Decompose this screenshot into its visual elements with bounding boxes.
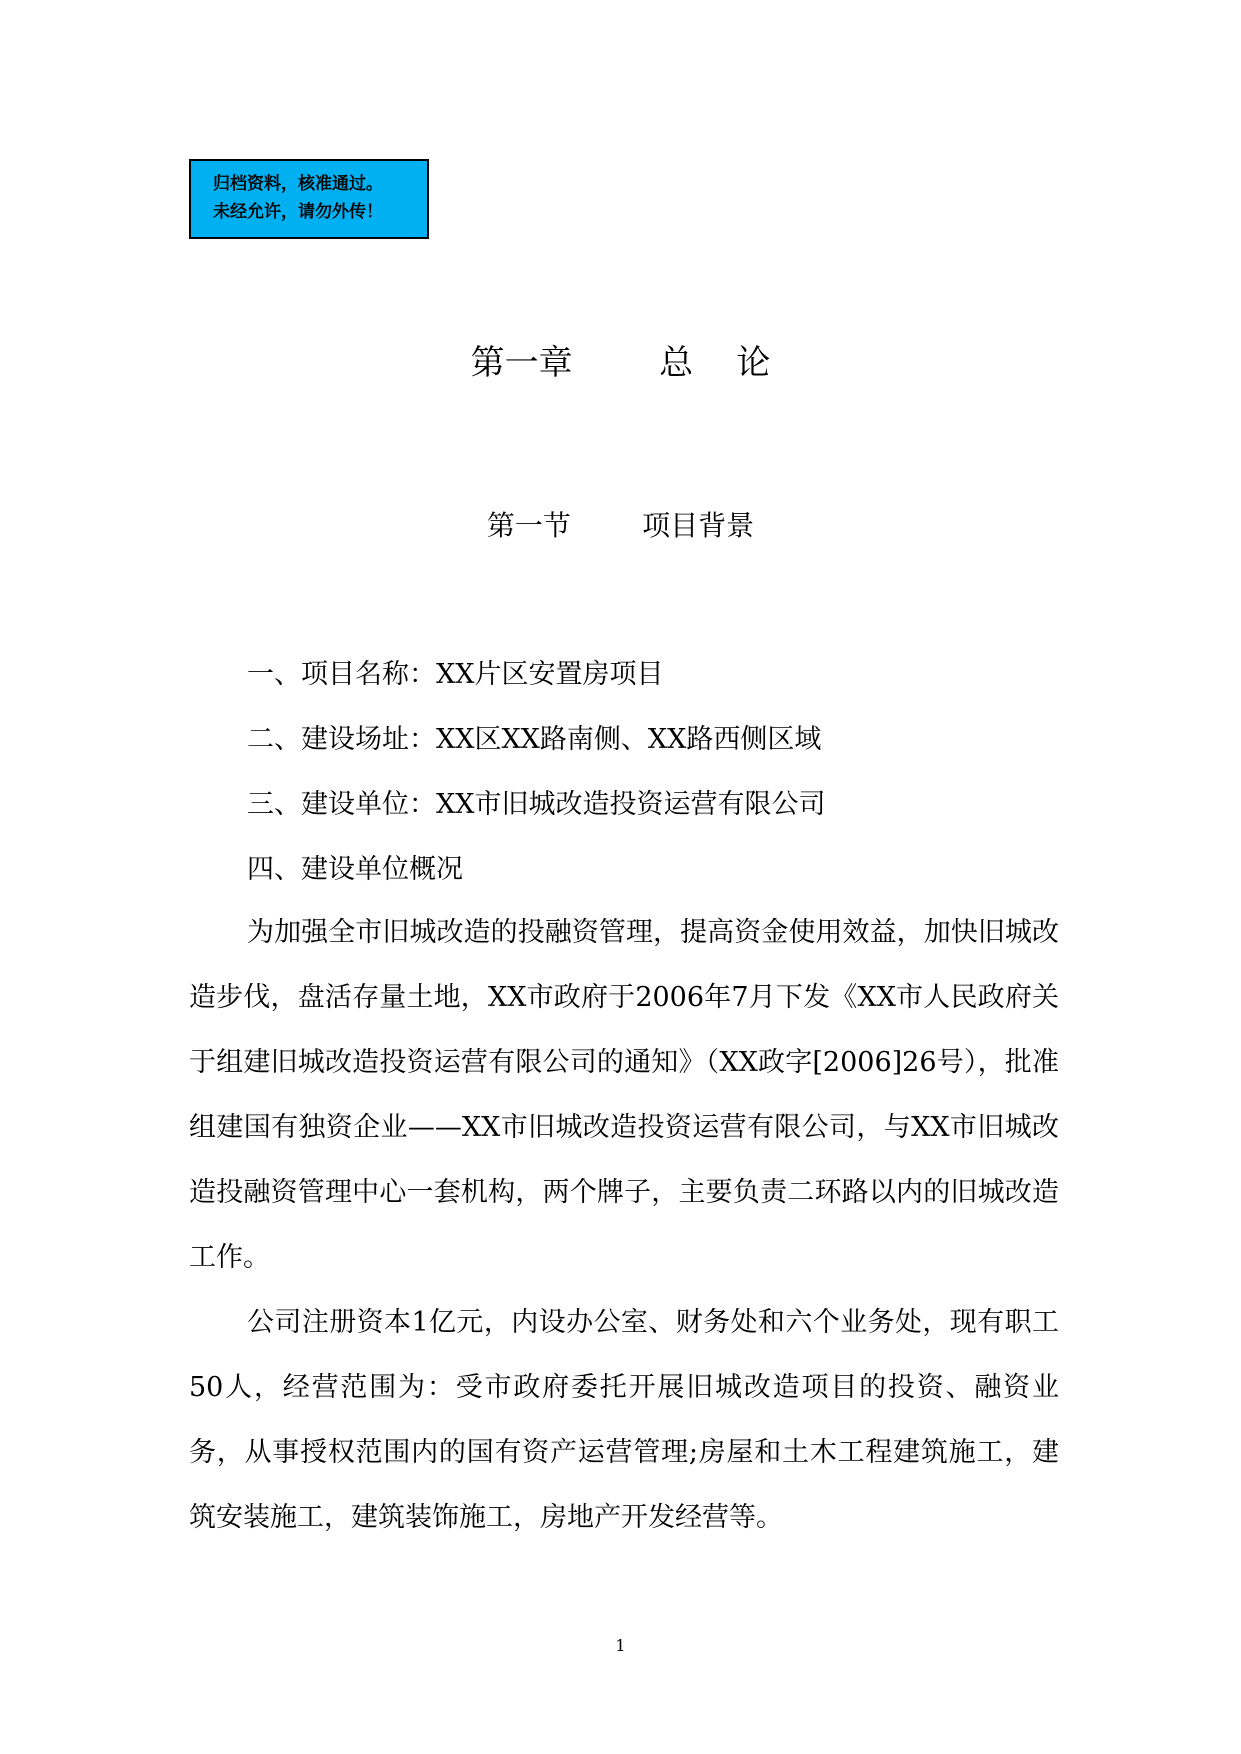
stamp-line-1: 归档资料，核准通过。	[213, 174, 383, 194]
paragraph-text: 公司注册资本1亿元，内设办公室、财务处和六个业务处，现有职工50人，经营范围为：受市政府委托开展旧城改造项目的投资、融资业务，从事授权范围内的国有资产运营管理;房屋和土木工程建筑施工，建筑安装施工，建筑装饰施工，房地产开发经营等。	[189, 1307, 1059, 1533]
list-item-builder: 三、建设单位：XX市旧城改造投资运营有限公司	[247, 789, 826, 820]
list-item-site: 二、建设场址：XX区XX路南侧、XX路西侧区域	[247, 724, 822, 755]
section-title: 第一节 项目背景	[486, 509, 755, 542]
list-item-project-name: 一、项目名称：XX片区安置房项目	[247, 659, 664, 690]
chapter-title: 第一章 总 论	[470, 343, 771, 383]
archive-notice-stamp	[189, 159, 429, 239]
page-number: 1	[615, 1636, 626, 1655]
stamp-line-2: 未经允许，请勿外传！	[213, 202, 383, 222]
company-scope-paragraph	[189, 1290, 1059, 1550]
paragraph-text: 为加强全市旧城改造的投融资管理，提高资金使用效益，加快旧城改造步伐，盘活存量土地，XX市政府于2006年7月下发《XX市人民政府关于组建旧城改造投资运营有限公司的通知》（XX政字[2006]26号），批准组建国有独资企业——XX市旧城改造投资运营有限公司，与XX市旧城改造投融资管理中心一套机构，两个牌子，主要负责二环路以内的旧城改造工作。	[189, 917, 1059, 1273]
company-background-paragraph	[189, 900, 1059, 1290]
list-item-builder-overview: 四、建设单位概况	[247, 854, 463, 885]
project-info-list	[189, 642, 1059, 902]
